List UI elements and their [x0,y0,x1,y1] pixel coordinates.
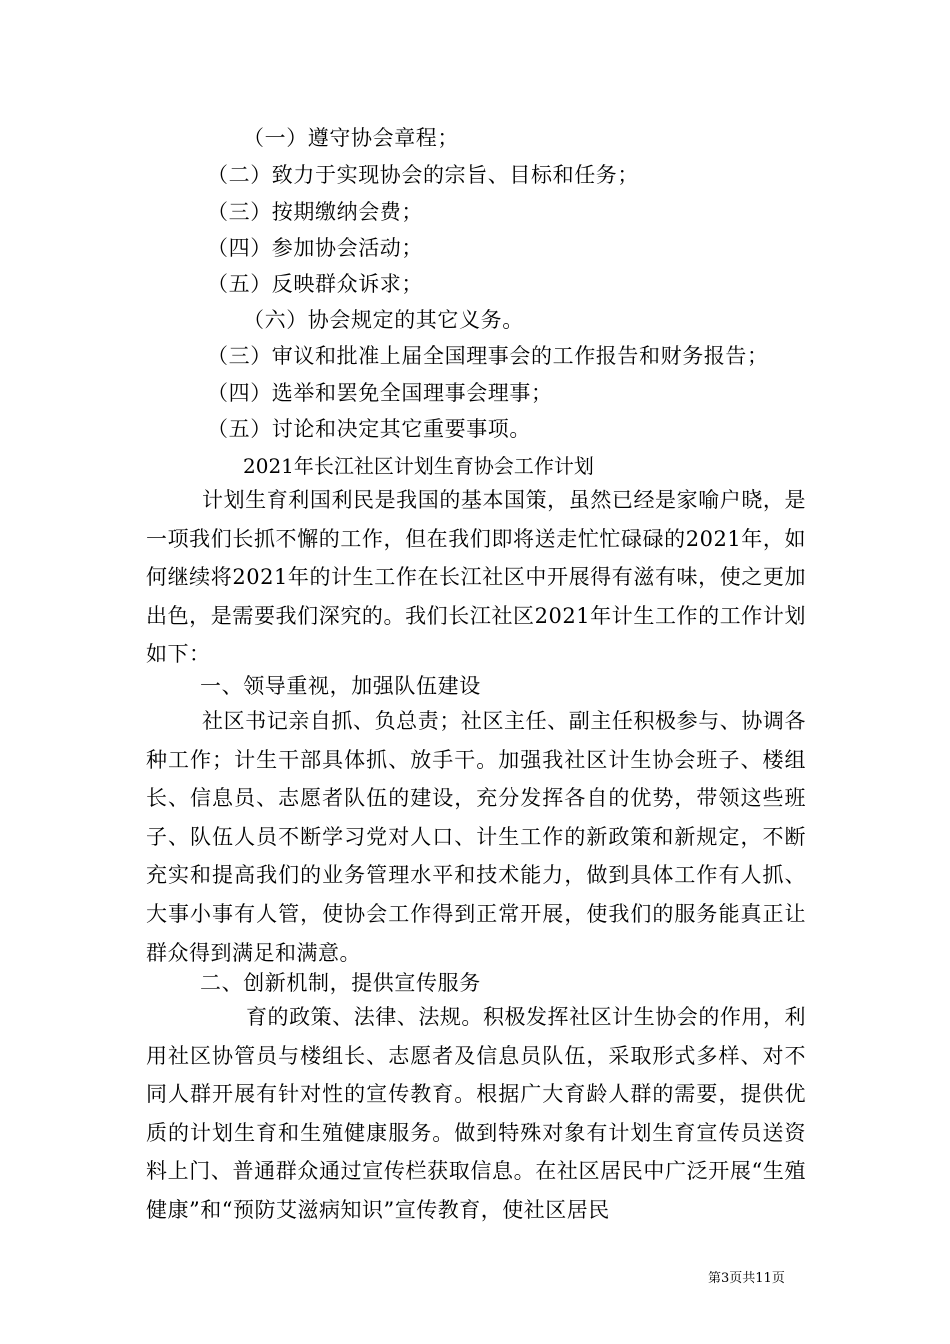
intro-paragraph: 计划生育利国利民是我国的基本国策，虽然已经是家喻户晓，是一项我们长抓不懈的工作，但在我们即将送走忙忙碌碌的2021年，如何继续将2021年的计生工作在长江社区中开展得有滋有味，使之更加出色，是需要我们深究的。我们长江社区2021年计生工作的工作计划如下： [146,488,806,667]
obligation-item-3: （三）按期缴纳会费； [207,200,423,224]
obligation-item-2: （二）致力于实现协会的宗旨、目标和任务； [207,163,639,187]
power-item-3: （三）审议和批准上届全国理事会的工作报告和财务报告； [207,344,769,368]
obligation-item-1: （一）遵守协会章程； [243,126,459,150]
page-number-footer: 第3页共11页 [708,1271,785,1286]
section-1-paragraph: 社区书记亲自抓、负总责；社区主任、副主任积极参与、协调各种工作；计生干部具体抓、放手干。加强我社区计生协会班子、楼组长、信息员、志愿者队伍的建设，充分发挥各自的优势，带领这些班子、队伍人员不断学习党对人口、计生工作的新政策和新规定，不断充实和提高我们的业务管理水平和技术能力，做到具体工作有人抓、大事小事有人管，使协会工作得到正常开展，使我们的服务能真正让群众得到满足和满意。 [146,709,806,965]
obligation-item-5: （五）反映群众诉求； [207,272,423,296]
power-item-4: （四）选举和罢免全国理事会理事； [207,381,553,405]
obligation-item-6: （六）协会规定的其它义务。 [243,308,524,332]
document-title: 2021年长江社区计划生育协会工作计划 [243,454,594,478]
section-2-paragraph: 育的政策、法律、法规。积极发挥社区计生协会的作用，利用社区协管员与楼组长、志愿者及信息员队伍，采取形式多样、对不同人群开展有针对性的宣传教育。根据广大育龄人群的需要，提供优质的计划生育和生殖健康服务。做到特殊对象有计划生育宣传员送资料上门、普通群众通过宣传栏获取信息。在社区居民中广泛开展“生殖健康”和“预防艾滋病知识”宣传教育，使社区居民 [146,1005,806,1222]
power-item-5: （五）讨论和决定其它重要事项。 [207,417,531,441]
section-2-heading: 二、创新机制，提供宣传服务 [200,971,481,995]
obligation-item-4: （四）参加协会活动； [207,236,423,260]
section-1-heading: 一、领导重视，加强队伍建设 [200,674,481,698]
